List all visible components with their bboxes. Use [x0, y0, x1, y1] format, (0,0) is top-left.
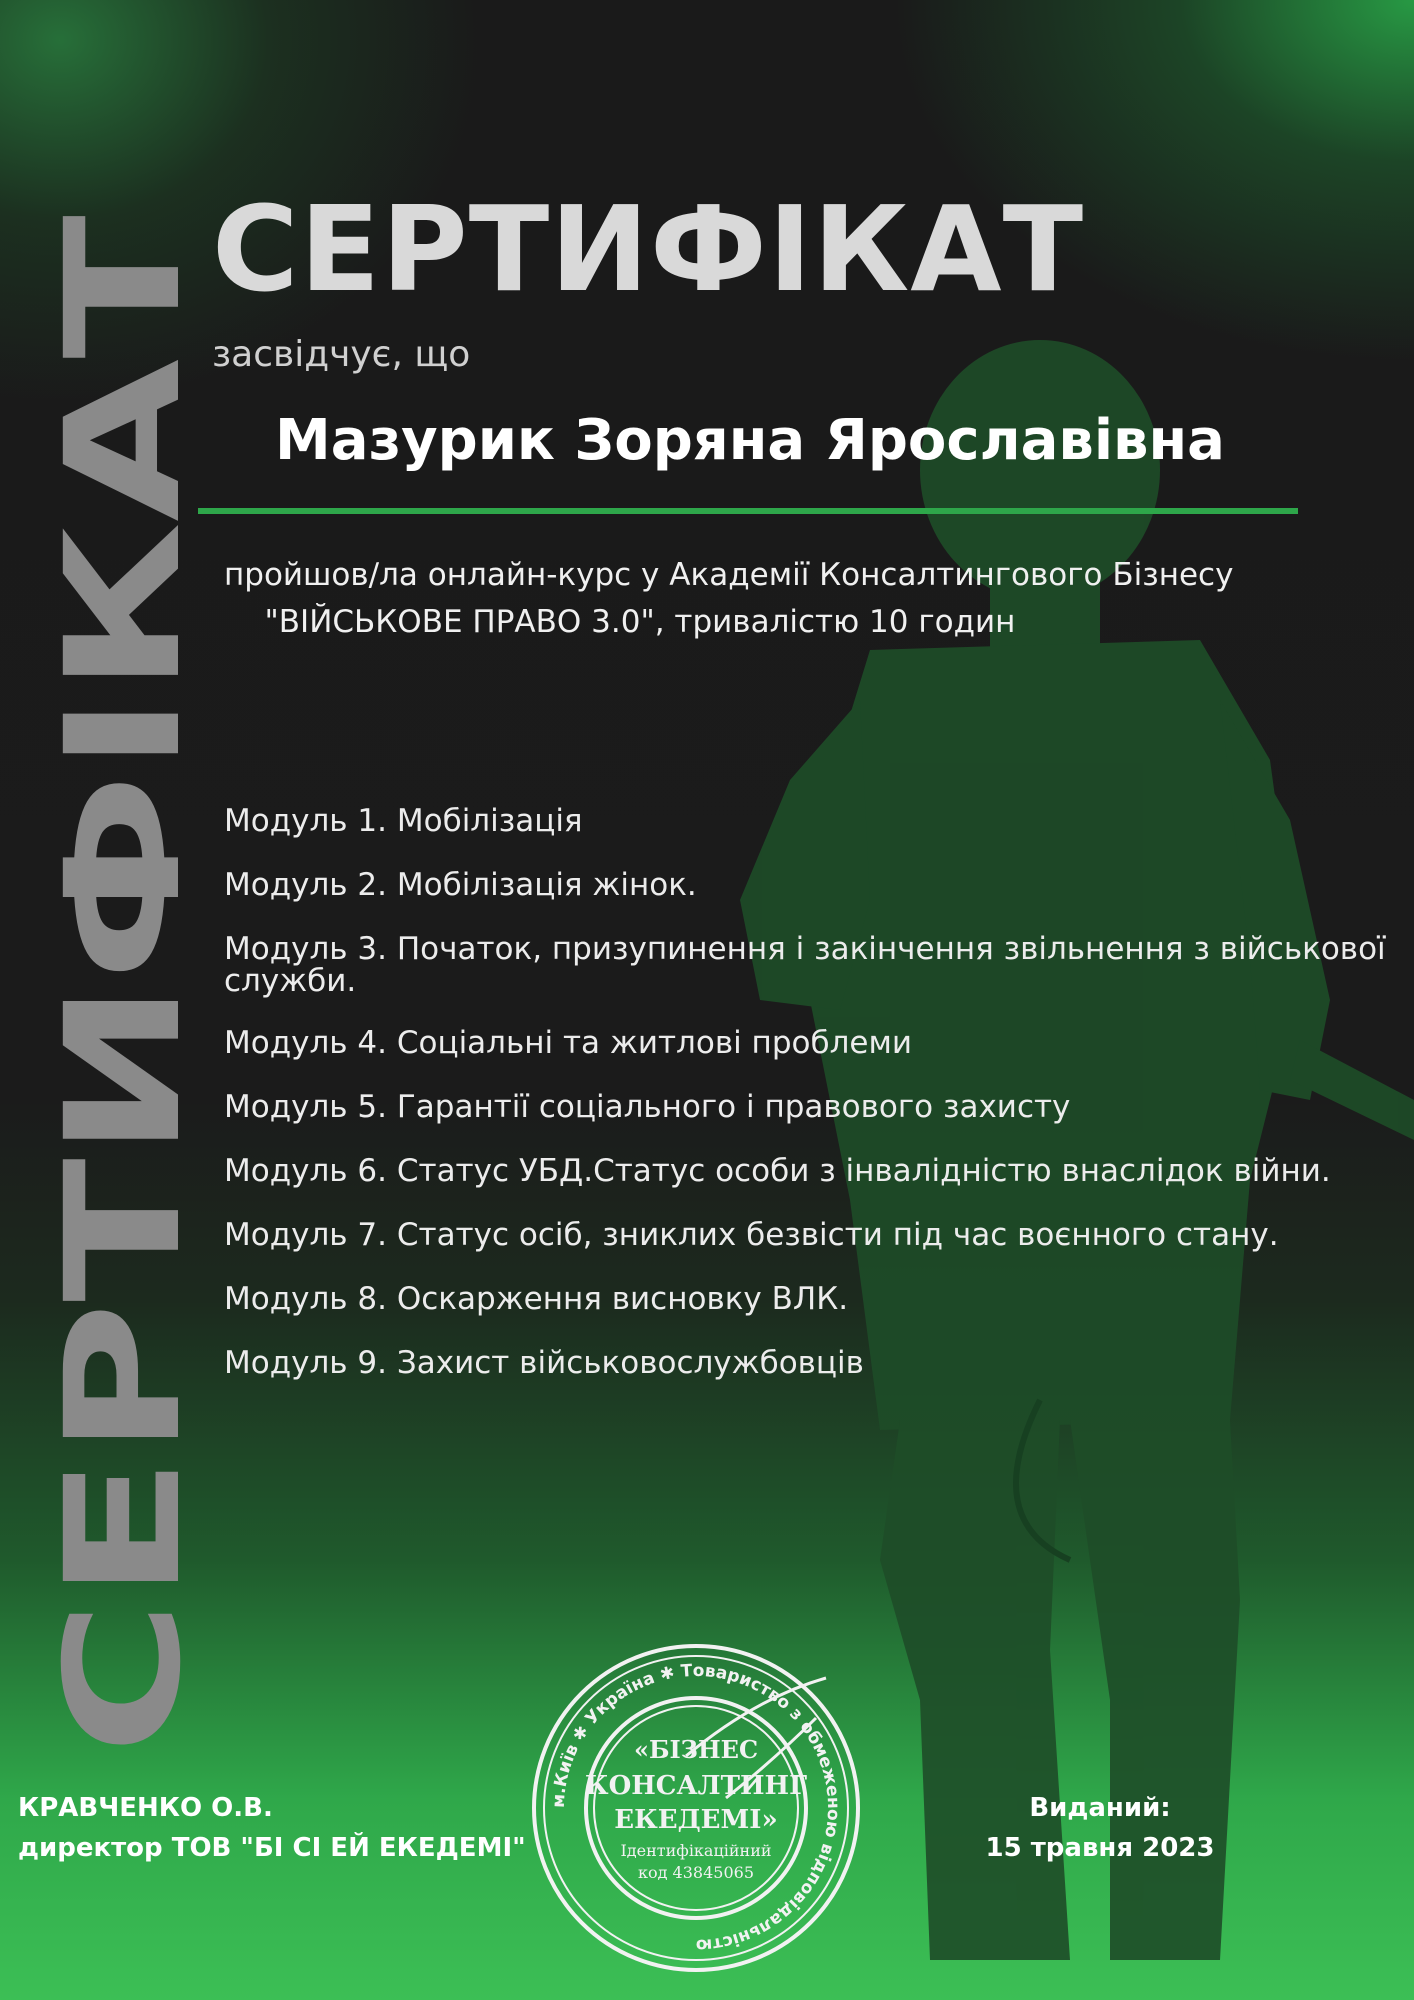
course-description	[200, 552, 1300, 645]
seal-line-5: код 43845065	[637, 1863, 755, 1882]
module-item: Модуль 6. Статус УБД.Статус особи з інвалідністю внаслідок війни.	[224, 1153, 1331, 1189]
vertical-watermark	[32, 205, 216, 1765]
certificate-title: СЕРТИФІКАТ	[212, 180, 1085, 318]
vertical-watermark-text: СЕРТИФІКАТ	[32, 600, 216, 1755]
issue-block	[970, 1788, 1230, 1868]
seal-outer-text: м.Київ ✱ Україна ✱ Товариство з обмеженою відповідальністю	[548, 1660, 844, 1956]
module-item: Модуль 3. Початок, призупинення і закінчення звільнення з військової служби.	[224, 931, 1386, 999]
issued-label: Виданий:	[1029, 1793, 1171, 1823]
module-item: Модуль 2. Мобілізація жінок.	[224, 867, 697, 903]
company-seal	[526, 1638, 866, 1978]
module-item: Модуль 8. Оскарження висновку ВЛК.	[224, 1281, 849, 1317]
certifies-text: засвідчує, що	[212, 334, 471, 375]
signatory-role: директор ТОВ "БІ СІ ЕЙ ЕКЕДЕМІ"	[18, 1833, 526, 1863]
name-underline	[198, 508, 1298, 514]
signatory-block	[18, 1788, 526, 1868]
seal-line-1: «БІЗНЕС	[633, 1735, 759, 1764]
seal-line-4: Ідентифікаційний	[620, 1841, 772, 1860]
module-list	[224, 805, 1394, 1411]
recipient-name: Мазурик Зоряна Ярославівна	[275, 408, 1225, 473]
course-line-2: "ВІЙСЬКОВЕ ПРАВО 3.0", тривалістю 10 годин	[264, 603, 1016, 640]
module-item: Модуль 7. Статус осіб, зниклих безвісти під час воєнного стану.	[224, 1217, 1279, 1253]
module-item: Модуль 1. Мобілізація	[224, 803, 583, 839]
signatory-name: КРАВЧЕНКО О.В.	[18, 1793, 273, 1823]
seal-line-3: ЕКЕДЕМІ»	[614, 1805, 778, 1835]
module-item: Модуль 4. Соціальні та житлові проблеми	[224, 1025, 913, 1061]
seal-line-2: КОНСАЛТИНГ	[584, 1771, 808, 1801]
issued-date: 15 травня 2023	[985, 1833, 1215, 1863]
module-item: Модуль 5. Гарантії соціального і правового захисту	[224, 1089, 1071, 1125]
module-item: Модуль 9. Захист військовослужбовців	[224, 1345, 864, 1381]
course-line-1: пройшов/ла онлайн-курс у Академії Консалтингового Бізнесу	[224, 557, 1234, 593]
